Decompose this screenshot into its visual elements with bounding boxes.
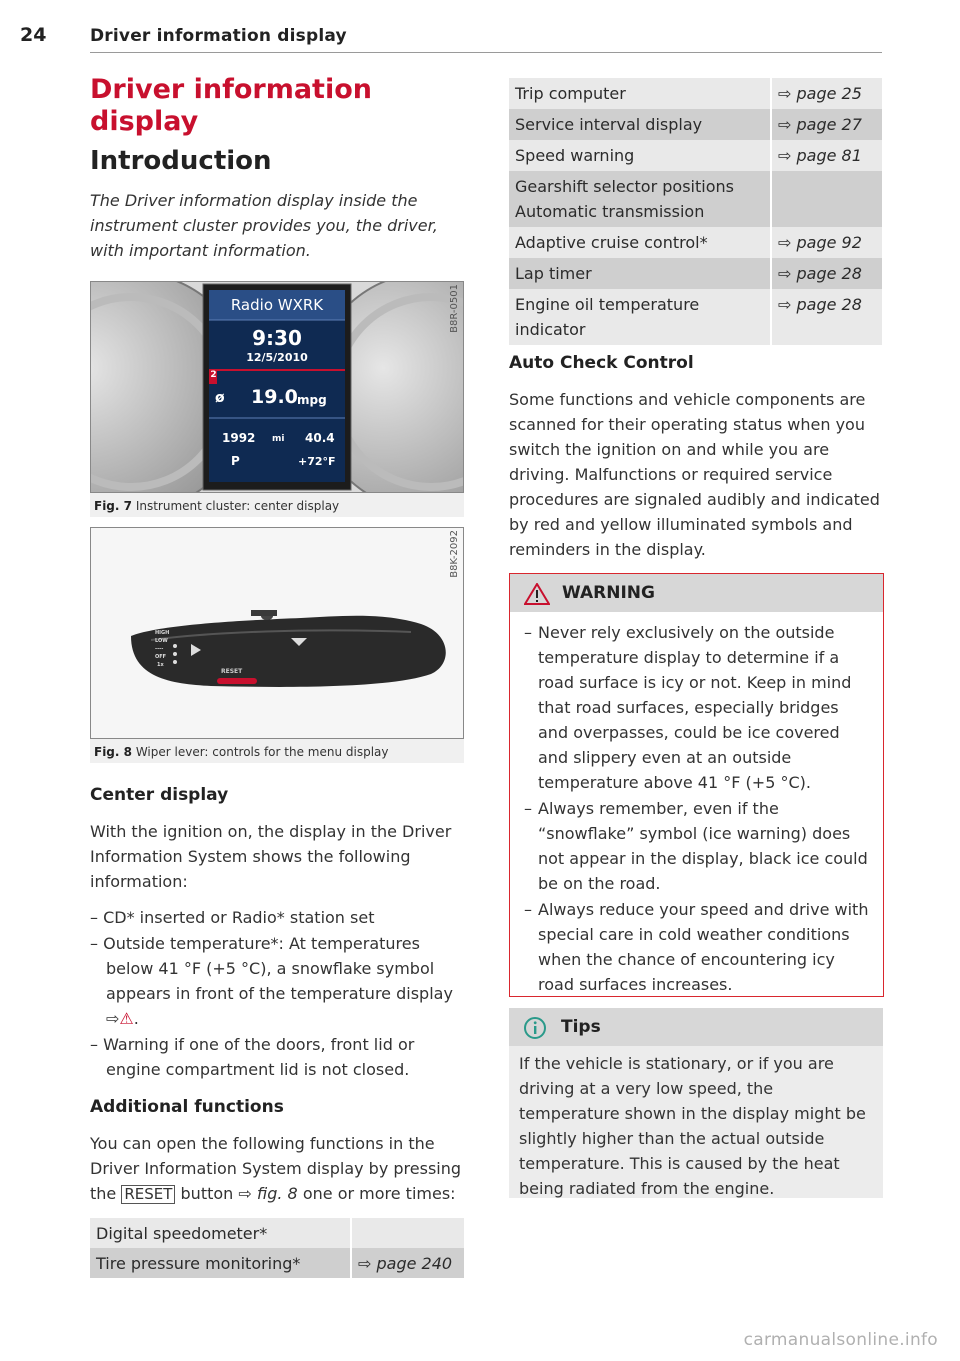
table-cell-label: Adaptive cruise control* [509,227,771,258]
figure-7 [90,281,464,517]
lever-label-high: HIGH [155,630,170,636]
display-average-unit: mpg [297,393,327,407]
display-radio-station: Radio WXRK [230,296,324,314]
display-gear: P [231,454,240,468]
table-row [509,227,882,258]
lever-label-low: LOW [155,638,168,644]
table-row [509,78,882,109]
warning-list [510,612,883,997]
tips-text: If the vehicle is stationary, or if you are driving at a very low speed, the temperature shown in the display might be slightly higher than the actual outside temperature. This is caused by the heat being radiated from the engine. [519,1054,866,1198]
page-number: 24 [20,24,47,46]
watermark: carmanualsonline.info [743,1330,938,1350]
table-cell-label: Tire pressure monitoring* [90,1248,351,1278]
table-row [509,258,882,289]
figure-7-caption [90,493,464,517]
right-function-table [509,78,882,345]
figure-8-caption [90,739,464,763]
wiper-lever-illustration [91,528,463,738]
page-title: Driver information display [90,74,372,137]
tips-header [509,1008,883,1046]
list-item: – Always remember, even if the “snowflake” symbol (ice warning) does not appear in the display, black ice could be on the road. [538,796,871,896]
lever-label-1x: 1x [157,662,164,668]
table-cell-ref[interactable]: ⇨ page 27 [771,109,882,140]
table-cell-label: Trip computer [509,78,771,109]
display-average: 19.0 [251,386,298,408]
table-cell-ref[interactable]: ⇨ page 28 [771,258,882,289]
section-title: Introduction [90,146,272,176]
center-display-list [90,905,464,1082]
table-cell-ref[interactable]: ⇨ page 28 [771,289,882,345]
display-trip: 40.4 [305,431,335,445]
table-row [509,289,882,345]
figure-code: B8R-0501 [449,284,460,333]
intro-text: The Driver information display inside the instrument cluster provides you, the driver, with important information. [90,191,438,260]
table-cell-ref[interactable]: ⇨ page 92 [771,227,882,258]
lever-label-int: ---- [155,646,164,652]
figure-7-caption-text: Instrument cluster: center display [135,499,340,513]
left-function-table [90,1218,464,1278]
table-cell-label: Engine oil temperature indicator [509,289,771,345]
figure-8-caption-text: Wiper lever: controls for the menu display [135,745,389,759]
info-icon [523,1016,547,1040]
figure-8-ref-link[interactable]: ⇨ fig. 8 [238,1184,298,1203]
figure-7-label: Fig. 7 [94,499,132,513]
display-odometer-unit: mi [272,434,285,444]
reset-key: RESET [121,1185,175,1204]
display-odometer: 1992 [222,431,256,445]
running-header: Driver information display [90,26,347,46]
list-item: – Warning if one of the doors, front lid or engine compartment lid is not closed. [90,1035,415,1079]
table-cell-ref [771,171,882,227]
lever-label-off: OFF [155,654,167,660]
list-item: – Always reduce your speed and drive with special care in cold weather conditions when the chance of encountering icy road surfaces increases. [538,897,871,997]
figure-8 [90,527,464,763]
table-cell-label: Gearshift selector positions Automatic transmission [509,171,771,227]
table-cell-ref[interactable]: ⇨ page 25 [771,78,882,109]
warning-box [509,573,884,997]
auto-check-text: Some functions and vehicle components are scanned for their operating status when you switch the ignition on and while you are driving. Malfunctions or required service procedures are signaled audibly and indicated by red and yellow illuminated symbols and reminders in the display. [509,390,880,559]
average-symbol: ø [215,390,225,406]
warning-triangle-icon [524,583,550,605]
table-cell-label: Speed warning [509,140,771,171]
warning-title: WARNING [562,583,655,603]
table-row [90,1248,464,1278]
list-item: – Never rely exclusively on the outside temperature display to determine if a road surface is icy or not. Keep in mind that road surfaces, especially bridges and overpasses, could be ice covered and slippery even at an outside temperature above 41 °F (+5 °C). [538,620,871,795]
tips-box [509,1008,883,1198]
additional-functions-heading: Additional functions [90,1097,284,1117]
table-row [90,1218,464,1248]
auto-check-heading: Auto Check Control [509,353,694,373]
table-cell-ref[interactable]: ⇨ page 240 [351,1248,464,1278]
figure-8-label: Fig. 8 [94,745,132,759]
list-item: – Outside temperature*: At temperatures below 41 °F (+5 °C), a snowflake symbol appears in front of the temperature display ⇨⚠. [90,934,453,1028]
table-cell-label: Lap timer [509,258,771,289]
warning-header [510,574,883,612]
additional-functions-text: You can open the following functions in the Driver Information System display by pressing the RESET button ⇨ fig. 8 one or more times: [90,1134,462,1203]
lever-label-reset: RESET [221,668,243,675]
warning-ref-arrow[interactable]: ⇨ [106,1009,120,1028]
table-cell-label: Digital speedometer* [90,1218,351,1248]
display-marker: 2 [210,370,217,380]
table-row [509,109,882,140]
display-time: 9:30 [252,326,302,350]
display-temperature: +72°F [298,455,336,468]
table-cell-label: Service interval display [509,109,771,140]
wiper-lever-image [90,527,464,739]
table-cell-ref [351,1218,464,1248]
center-display-heading: Center display [90,785,229,805]
center-display-text: With the ignition on, the display in the Driver Information System shows the following information: [90,822,452,891]
list-item: – CD* inserted or Radio* station set [90,908,375,927]
header-rule [90,52,882,53]
figure-code: B8K-2092 [449,530,460,578]
warning-triangle-icon: ⚠ [119,1009,134,1028]
table-row [509,171,882,227]
instrument-cluster-image [90,281,464,493]
table-row [509,140,882,171]
table-cell-ref[interactable]: ⇨ page 81 [771,140,882,171]
tips-title: Tips [561,1017,601,1037]
display-date: 12/5/2010 [246,351,308,364]
